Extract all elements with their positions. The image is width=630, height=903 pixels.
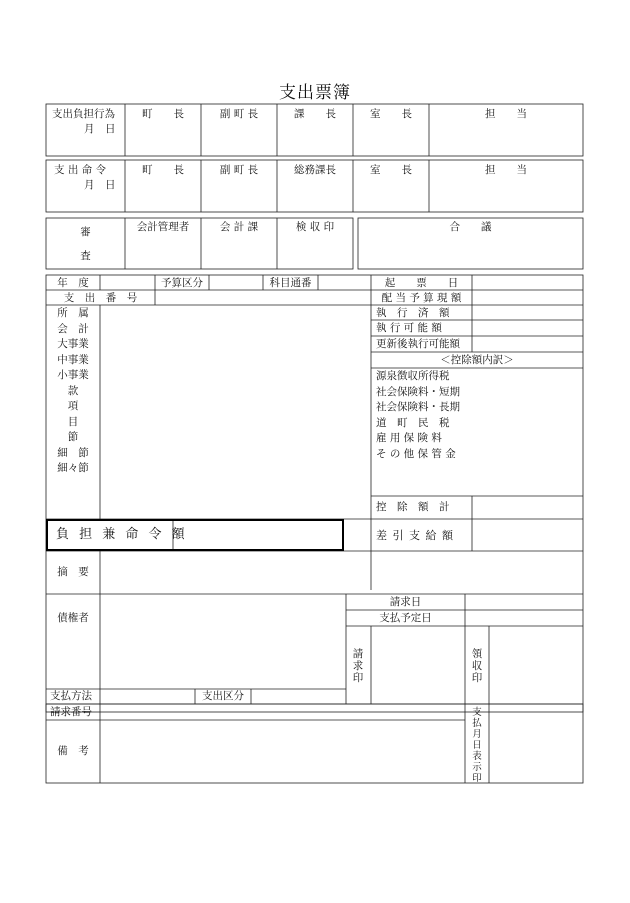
fiscal-year-field[interactable] bbox=[100, 275, 155, 290]
list-item: 会 計 bbox=[57, 322, 89, 335]
approval1-col-office-chief: 室 長 bbox=[370, 108, 412, 120]
payment-number-field[interactable] bbox=[155, 290, 371, 305]
audit-label-2: 査 bbox=[80, 250, 91, 262]
list-item: 中事業 bbox=[57, 353, 89, 366]
payment-method-label: 支払方法 bbox=[50, 690, 92, 702]
approval2-label: 支 出 命 令 bbox=[54, 164, 107, 176]
approval1-col-staff: 担 当 bbox=[485, 108, 527, 120]
deduction-list bbox=[376, 369, 476, 462]
list-item: 所 属 bbox=[57, 307, 89, 319]
budget-category-field[interactable] bbox=[209, 275, 263, 290]
classification-list bbox=[46, 306, 100, 477]
payment-category-label: 支出区分 bbox=[202, 690, 244, 702]
executed-amount-label: 執 行 済 額 bbox=[376, 307, 450, 319]
approval1-col-section-chief: 課 長 bbox=[294, 108, 336, 120]
request-number-label: 請求番号 bbox=[50, 706, 92, 718]
fiscal-year-label: 年 度 bbox=[57, 277, 89, 289]
burden-order-amount-field[interactable] bbox=[174, 520, 342, 550]
budget-category-label: 予算区分 bbox=[161, 277, 203, 289]
page-title: 支出票簿 bbox=[279, 83, 351, 103]
request-date-label: 請求日 bbox=[389, 596, 422, 608]
approval1-col-deputy-mayor: 副 町 長 bbox=[219, 108, 259, 120]
list-item: 大事業 bbox=[57, 338, 89, 350]
audit-col-accounting-manager: 会計管理者 bbox=[136, 221, 190, 233]
list-item: そ の 他 保 管 金 bbox=[376, 447, 456, 460]
list-item: 小事業 bbox=[57, 369, 89, 381]
approval1-col-town-mayor: 町 長 bbox=[142, 108, 184, 120]
account-number-field[interactable] bbox=[318, 275, 371, 290]
net-payment-label: 差 引 支 給 額 bbox=[376, 529, 454, 542]
audit-label-1: 審 bbox=[80, 226, 91, 238]
allocated-budget-label: 配 当 予 算 現 額 bbox=[381, 292, 462, 304]
approval2-col-deputy-mayor: 副 町 長 bbox=[219, 164, 259, 176]
approval2-col-general-affairs-chief: 総務課長 bbox=[294, 164, 336, 176]
audit-col-inspection-seal: 検 収 印 bbox=[295, 221, 335, 233]
list-item: 款 bbox=[67, 384, 79, 397]
list-item: 源泉徴収所得税 bbox=[376, 370, 450, 382]
summary-field[interactable] bbox=[100, 551, 583, 594]
approval2-col-staff: 担 当 bbox=[485, 164, 527, 176]
approval1-date-label: 月 日 bbox=[84, 123, 116, 135]
creditor-label: 債権者 bbox=[57, 612, 89, 624]
approval2-date-label: 月 日 bbox=[84, 179, 116, 191]
request-seal-label: 請求印 bbox=[352, 648, 364, 684]
account-number-label: 科目通番 bbox=[269, 277, 312, 289]
payment-date-seal-label: 支払月日表示印 bbox=[472, 707, 482, 784]
list-item: 目 bbox=[67, 415, 79, 428]
list-item: 細々節 bbox=[57, 462, 89, 474]
approval2-col-town-mayor: 町 長 bbox=[142, 164, 184, 176]
audit-col-accounting-section: 会 計 課 bbox=[219, 221, 259, 233]
approval2-col-office-chief: 室 長 bbox=[370, 164, 412, 176]
deduction-total-label: 控 除 額 計 bbox=[376, 501, 450, 513]
council-label: 合 議 bbox=[449, 221, 492, 233]
payment-number-label: 支 出 番 号 bbox=[63, 292, 138, 304]
deduction-breakdown-header: ＜控除額内訳＞ bbox=[440, 354, 514, 366]
creditor-field[interactable] bbox=[100, 594, 346, 689]
issue-date-label: 起 票 日 bbox=[384, 277, 459, 289]
scheduled-payment-date-label: 支払予定日 bbox=[379, 612, 432, 624]
net-payment-field[interactable] bbox=[472, 519, 583, 551]
receipt-seal-label: 領収印 bbox=[471, 648, 483, 684]
executable-amount-label: 執 行 可 能 額 bbox=[376, 322, 442, 334]
list-item: 項 bbox=[67, 400, 79, 412]
approval1-label: 支出負担行為 bbox=[52, 108, 115, 120]
list-item: 細 節 bbox=[57, 446, 89, 459]
list-item: 社会保険料・短期 bbox=[376, 385, 460, 398]
list-item: 道 町 民 税 bbox=[376, 416, 450, 429]
list-item: 社会保険料・長期 bbox=[376, 401, 460, 413]
burden-order-amount-label: 負 担 兼 命 令 額 bbox=[56, 527, 188, 542]
list-item: 節 bbox=[67, 431, 79, 443]
summary-label: 摘 要 bbox=[57, 566, 89, 578]
list-item: 雇 用 保 険 料 bbox=[376, 432, 442, 444]
issue-date-field[interactable] bbox=[472, 275, 583, 290]
remarks-label: 備 考 bbox=[57, 745, 89, 757]
remarks-field[interactable] bbox=[100, 721, 465, 783]
updated-executable-amount-label: 更新後執行可能額 bbox=[376, 338, 460, 350]
allocated-budget-field[interactable] bbox=[472, 290, 583, 305]
